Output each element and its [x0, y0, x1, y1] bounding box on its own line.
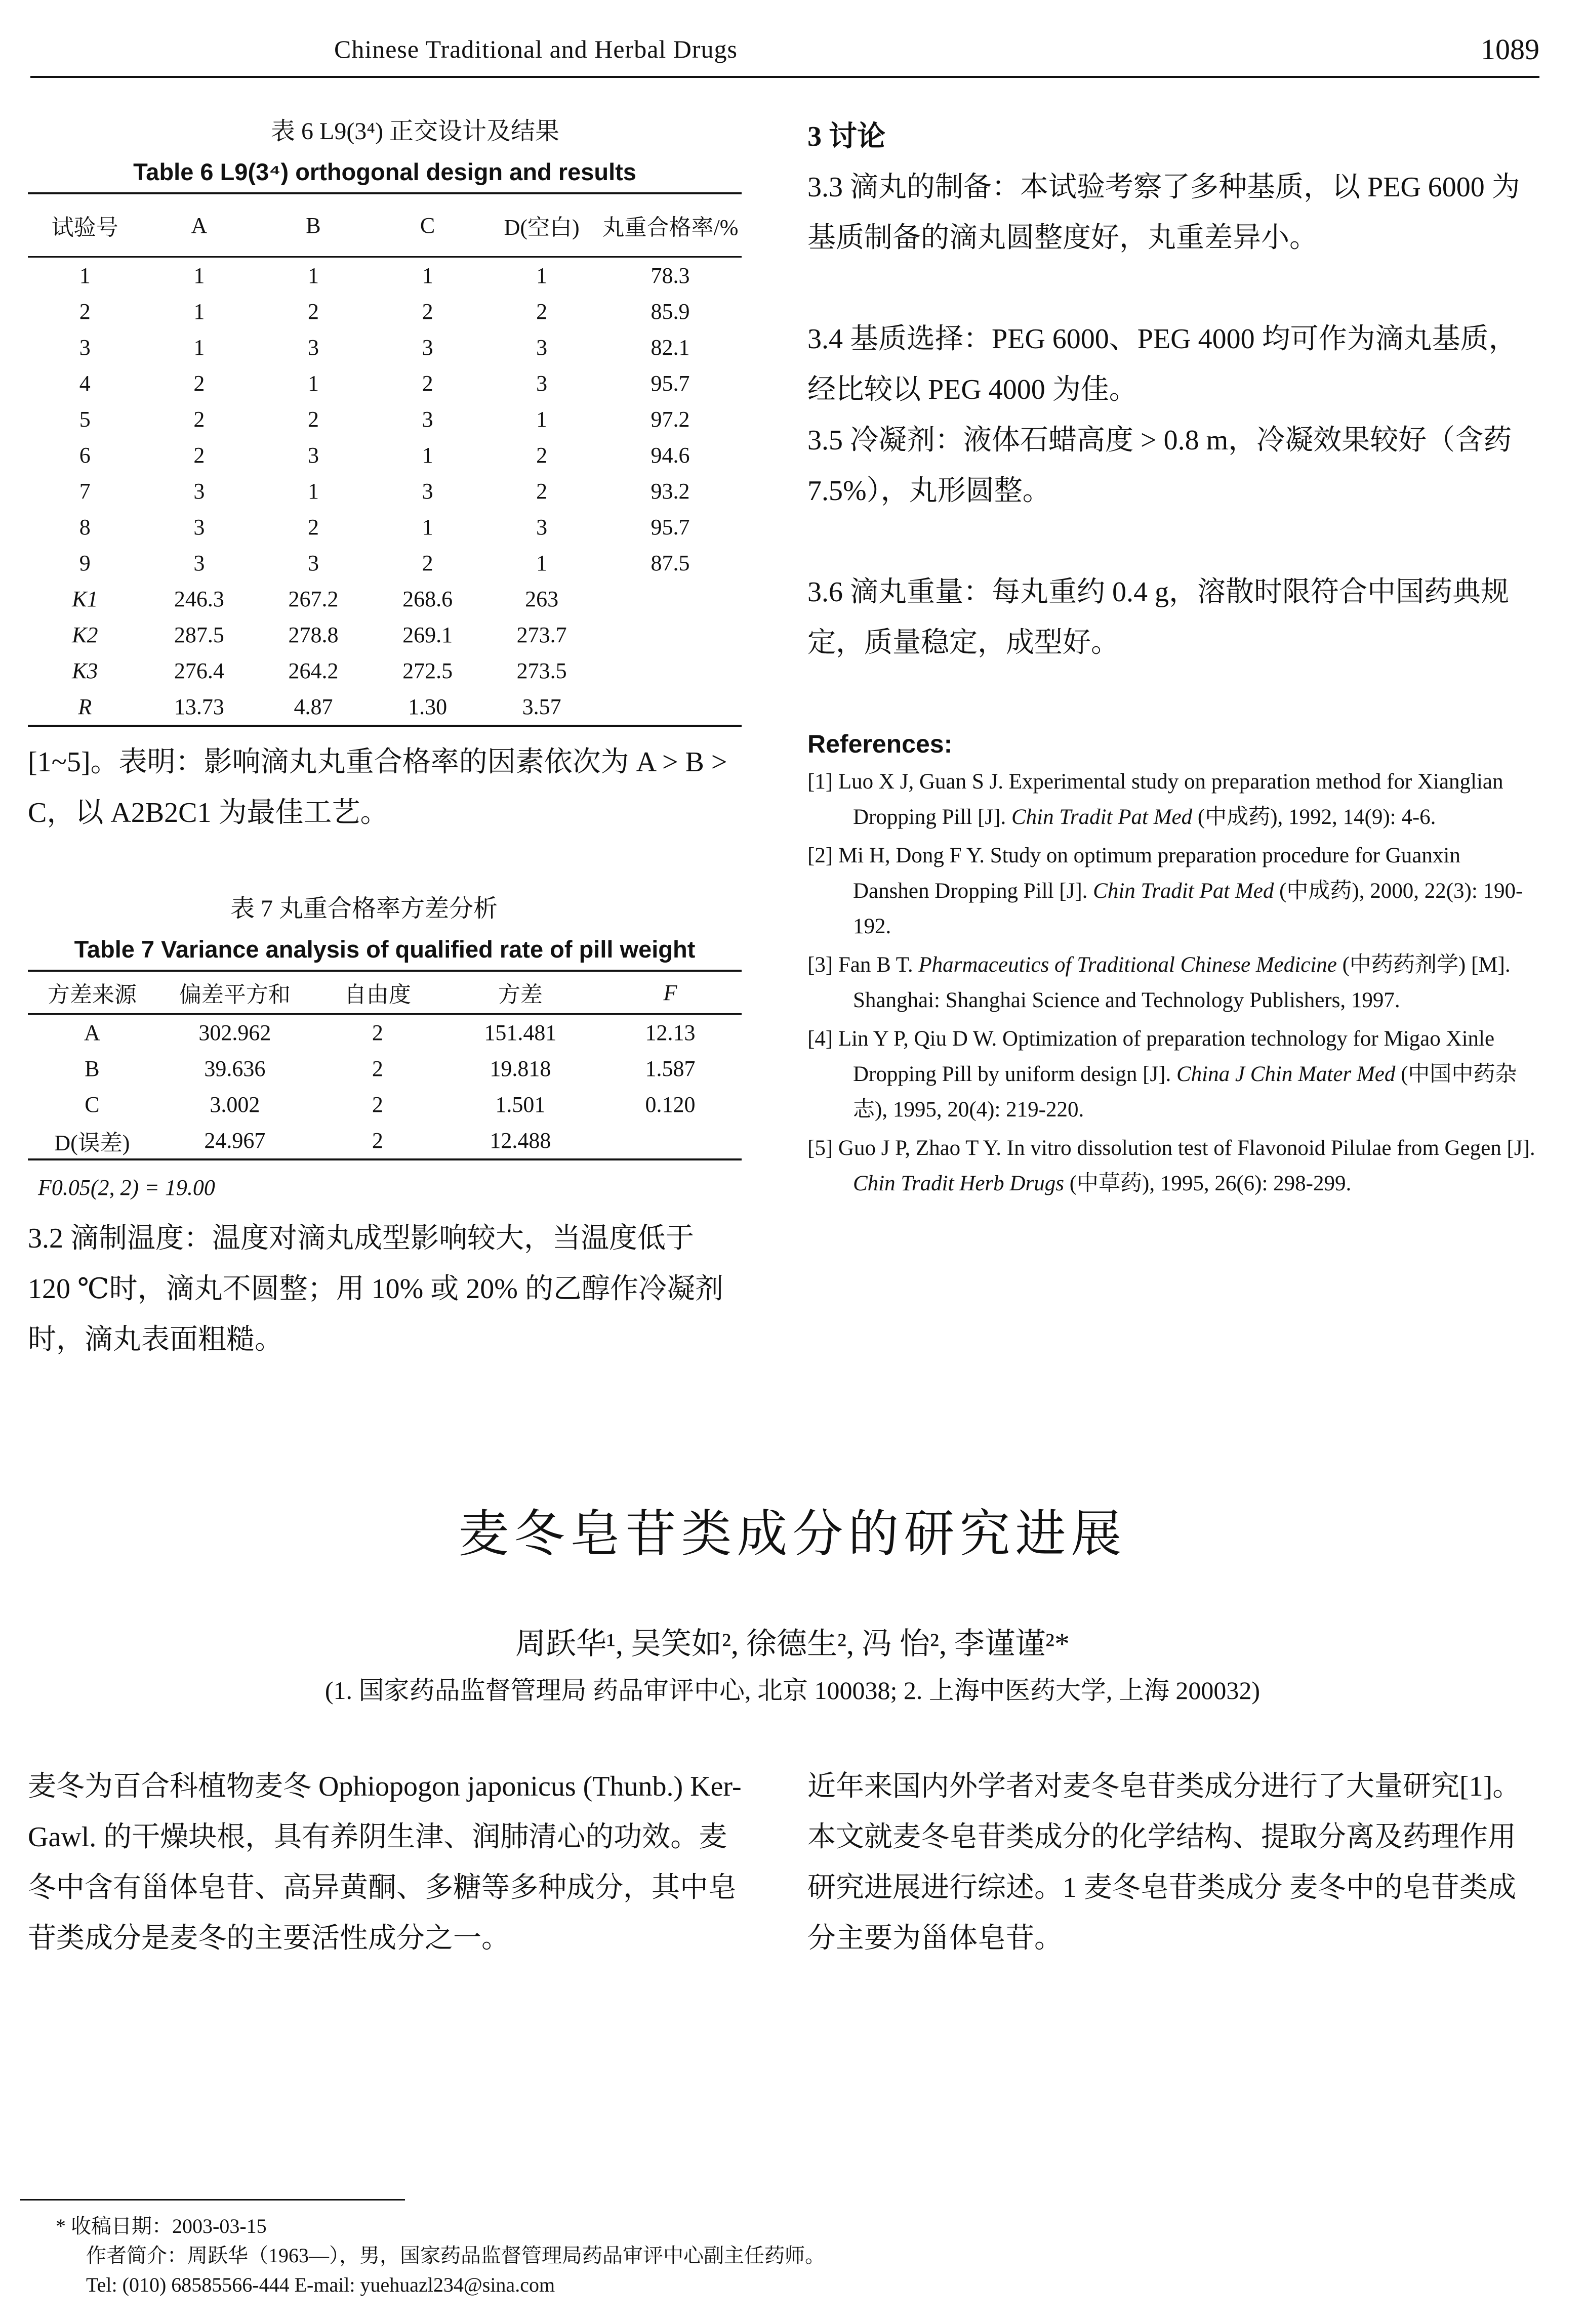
- table-cell: 2: [422, 371, 433, 396]
- reference-journal: Pharmaceutics of Traditional Chinese Medicine: [918, 953, 1337, 977]
- table-cell: 1.501: [495, 1092, 546, 1117]
- table-cell: 1: [193, 299, 205, 324]
- table-cell: D(误差): [54, 1130, 130, 1155]
- table-cell: [599, 653, 742, 689]
- table-cell: 264.2: [288, 658, 339, 683]
- page-number: 1089: [1481, 33, 1539, 66]
- reference-number: [2]: [807, 844, 833, 867]
- paragraph-after-table6: [1~5]。表明：影响滴丸丸重合格率的因素依次为 A > B > C，以 A2B2C1 为最佳工艺。: [28, 746, 727, 828]
- table-cell: 1: [193, 335, 205, 360]
- table-cell: [599, 581, 742, 617]
- table-cell: 9: [79, 551, 91, 575]
- table-cell: 78.3: [651, 263, 690, 288]
- footnote-received: * 收稿日期：2003-03-15: [56, 2215, 267, 2237]
- table-cell: 3: [422, 335, 433, 360]
- table-cell: [599, 1123, 742, 1159]
- table-cell: 1.587: [645, 1056, 696, 1081]
- table-row: [28, 1123, 742, 1159]
- table-cell: 3: [307, 443, 319, 468]
- reference-text: (中药药剂学) [M]. Shanghai: Shanghai Science and Technology Publishers, 1997.: [853, 953, 1511, 1012]
- table-cell: 6: [79, 443, 91, 468]
- table-cell: 1: [307, 263, 319, 288]
- table-cell: 3: [307, 335, 319, 360]
- table-cell: K3: [72, 658, 98, 683]
- discussion-heading: 3 讨论: [807, 121, 885, 152]
- table-cell: [599, 689, 742, 726]
- table6-header-row: [28, 193, 742, 257]
- footnote-rule: [20, 2199, 405, 2201]
- table-cell: 2: [372, 1092, 383, 1117]
- table-cell: A: [84, 1020, 100, 1045]
- article-intro-left: 麦冬为百合科植物麦冬 Ophiopogon japonicus (Thunb.) Ker-Gawl. 的干燥块根，具有养阴生津、润肺清心的功效。麦冬中含有甾体皂苷、高异黄酮、多糖等多种成分，其中皂苷类成分是麦冬的主要活性成分之一。: [28, 1771, 742, 1954]
- table-cell: 273.5: [516, 658, 567, 683]
- table-cell: 263: [525, 587, 559, 611]
- table-cell: 276.4: [174, 658, 224, 683]
- table6: [28, 192, 742, 727]
- table-header-cell: C: [371, 193, 485, 257]
- table7: [28, 970, 742, 1160]
- table-cell: 1: [307, 479, 319, 504]
- table-cell: 12.13: [645, 1020, 696, 1045]
- table-header-cell: F: [599, 971, 742, 1014]
- table7-note: F0.05(2, 2) = 19.00: [38, 1175, 215, 1200]
- table7-caption-en: Table 7 Variance analysis of qualified rate of pill weight: [74, 936, 696, 963]
- left-column: [28, 111, 742, 1370]
- table-cell: 2: [372, 1128, 383, 1153]
- article-affiliation: (1. 国家药品监督管理局 药品审评中心, 北京 100038; 2. 上海中医药大学, 上海 200032): [324, 1676, 1261, 1705]
- table-cell: 95.7: [651, 371, 690, 396]
- table-row: [28, 365, 742, 401]
- table-cell: 273.7: [516, 622, 567, 647]
- reference-number: [4]: [807, 1027, 833, 1051]
- table-header-cell: A: [142, 193, 257, 257]
- table-cell: 13.73: [174, 694, 224, 719]
- reference-journal: Chin Tradit Pat Med: [1011, 805, 1193, 829]
- table-cell: 2: [372, 1056, 383, 1081]
- footnote: [56, 2212, 1549, 2300]
- table-cell: 97.2: [651, 407, 690, 432]
- table-cell: 2: [307, 407, 319, 432]
- section-3-4: 3.4 基质选择：PEG 6000、PEG 4000 均可作为滴丸基质，经比较以 PEG 4000 为佳。: [807, 323, 1517, 405]
- table-cell: 3: [307, 551, 319, 575]
- table-cell: 3: [422, 407, 433, 432]
- table-cell: 95.7: [651, 515, 690, 540]
- footnote-bio: 作者简介：周跃华（1963—），男，国家药品监督管理局药品审评中心副主任药师。: [86, 2244, 825, 2267]
- table-header-cell: B: [256, 193, 371, 257]
- table-cell: [599, 617, 742, 653]
- reference-text: Lin Y P, Qiu D W. Optimization of preparation technology for Migao Xinle Dropping Pill by uniform design [J].: [838, 1027, 1495, 1086]
- table-cell: 3: [422, 479, 433, 504]
- table-cell: 1: [536, 551, 548, 575]
- table-header-cell: D(空白): [484, 193, 599, 257]
- table-cell: 39.636: [204, 1056, 266, 1081]
- table-cell: 3: [193, 479, 205, 504]
- table-cell: 269.1: [402, 622, 453, 647]
- table-row: [28, 545, 742, 581]
- table-cell: B: [85, 1056, 100, 1081]
- table-cell: 2: [307, 515, 319, 540]
- table-cell: 3.57: [522, 694, 561, 719]
- references-heading: References:: [807, 730, 953, 758]
- section-3-6: 3.6 滴丸重量：每丸重约 0.4 g，溶散时限符合中国药典规定，质量稳定，成型好。: [807, 576, 1509, 658]
- reference-item: [807, 1021, 1536, 1128]
- reference-journal: Chin Tradit Herb Drugs: [853, 1172, 1064, 1195]
- reference-number: [5]: [807, 1136, 833, 1160]
- table-cell: 2: [193, 407, 205, 432]
- table-cell: 3: [193, 551, 205, 575]
- table-row: [28, 1087, 742, 1123]
- table-cell: 2: [536, 443, 548, 468]
- table-cell: 287.5: [174, 622, 224, 647]
- right-column: [807, 111, 1536, 1205]
- reference-journal: Chin Tradit Pat Med: [1093, 879, 1274, 903]
- table-header-cell: 自由度: [313, 971, 442, 1014]
- table-cell: 12.488: [490, 1128, 551, 1153]
- table-cell: 3: [193, 515, 205, 540]
- table-row: [28, 257, 742, 294]
- table-row: [28, 437, 742, 473]
- table6-caption-cn: 表 6 L9(3⁴) 正交设计及结果: [271, 118, 560, 145]
- table-row: [28, 294, 742, 329]
- table-cell: 2: [536, 479, 548, 504]
- reference-item: [807, 947, 1536, 1018]
- reference-text: Guo J P, Zhao T Y. In vitro dissolution test of Flavonoid Pilulae from Gegen [J].: [838, 1136, 1535, 1160]
- table-header-cell: 方差来源: [28, 971, 156, 1014]
- reference-number: [1]: [807, 770, 833, 794]
- table-cell: 94.6: [651, 443, 690, 468]
- reference-journal: China J Chin Mater Med: [1176, 1062, 1396, 1086]
- table-cell: 1: [422, 263, 433, 288]
- table-cell: C: [85, 1092, 100, 1117]
- table-cell: 1: [536, 407, 548, 432]
- reference-text: (中国中药杂志), 1995, 20(4): 219-220.: [853, 1062, 1517, 1122]
- table-cell: 87.5: [651, 551, 690, 575]
- table7-caption-cn: 表 7 丸重合格率方差分析: [230, 895, 498, 922]
- table-cell: 1: [193, 263, 205, 288]
- table-cell: 19.818: [490, 1056, 551, 1081]
- table-row: [28, 329, 742, 365]
- table-cell: K1: [72, 587, 98, 611]
- table-row: [28, 617, 742, 653]
- article-intro-right: 近年来国内外学者对麦冬皂苷类成分进行了大量研究[1]。本文就麦冬皂苷类成分的化学结构、提取分离及药理作用研究进展进行综述。1 麦冬皂苷类成分 麦冬中的皂苷类成分主要为甾体皂苷。: [807, 1771, 1521, 1954]
- table-cell: 93.2: [651, 479, 690, 504]
- section-3-2: 3.2 滴制温度：温度对滴丸成型影响较大，当温度低于 120 ℃时，滴丸不圆整；用 10% 或 20% 的乙醇作冷凝剂时，滴丸表面粗糙。: [28, 1223, 723, 1355]
- table-cell: 3.002: [210, 1092, 260, 1117]
- reference-text: (中成药), 2000, 22(3): 190-192.: [853, 879, 1523, 938]
- reference-list: [807, 764, 1536, 1201]
- reference-item: [807, 764, 1536, 835]
- table-header-cell: 方差: [442, 971, 599, 1014]
- table-row: [28, 473, 742, 509]
- table-cell: 2: [422, 551, 433, 575]
- journal-name: Chinese Traditional and Herbal Drugs: [334, 35, 738, 63]
- table-cell: 272.5: [402, 658, 453, 683]
- reference-text: Mi H, Dong F Y. Study on optimum preparation procedure for Guanxin Danshen Dropping Pill [J].: [838, 844, 1460, 903]
- reference-text: Luo X J, Guan S J. Experimental study on preparation method for Xianglian Dropping Pill [J].: [838, 770, 1503, 829]
- table-row: [28, 581, 742, 617]
- reference-text: (中成药), 1992, 14(9): 4-6.: [1192, 805, 1436, 829]
- article-title: 麦冬皂苷类成分的研究进展: [458, 1506, 1127, 1562]
- table-row: [28, 509, 742, 545]
- article-authors: 周跃华¹, 吴笑如², 徐德生², 冯 怡², 李谨谨²*: [515, 1627, 1070, 1661]
- table-row: [28, 689, 742, 726]
- table-cell: 1: [536, 263, 548, 288]
- table-cell: 246.3: [174, 587, 224, 611]
- table-cell: 2: [422, 299, 433, 324]
- table-cell: 1.30: [408, 694, 448, 719]
- table-cell: 2: [193, 443, 205, 468]
- table-cell: 1: [307, 371, 319, 396]
- table-cell: 268.6: [402, 587, 453, 611]
- table-cell: 8: [79, 515, 91, 540]
- table-cell: 85.9: [651, 299, 690, 324]
- table6-caption-en: Table 6 L9(3⁴) orthogonal design and results: [133, 158, 636, 185]
- table-cell: 1: [422, 443, 433, 468]
- table-cell: 4.87: [294, 694, 333, 719]
- table-cell: 2: [79, 299, 91, 324]
- table-cell: 3: [536, 335, 548, 360]
- table-cell: 2: [372, 1020, 383, 1045]
- footnote-contact: Tel: (010) 68585566-444 E-mail: yuehuazl234@sina.com: [86, 2273, 555, 2296]
- table-cell: 24.967: [204, 1128, 266, 1153]
- reference-item: [807, 838, 1536, 944]
- table-cell: 302.962: [198, 1020, 271, 1045]
- table-header-cell: 试验号: [28, 193, 142, 257]
- table-cell: 278.8: [288, 622, 339, 647]
- table-cell: 0.120: [645, 1092, 696, 1117]
- table-cell: 3: [536, 371, 548, 396]
- running-header: [30, 30, 1539, 78]
- table-cell: 3: [536, 515, 548, 540]
- table-cell: 2: [536, 299, 548, 324]
- table-cell: 151.481: [484, 1020, 557, 1045]
- table-cell: R: [78, 694, 92, 719]
- table-cell: 4: [79, 371, 91, 396]
- section-3-5: 3.5 冷凝剂：液体石蜡高度 > 0.8 m，冷凝效果较好（含药 7.5%），丸形圆整。: [807, 425, 1512, 507]
- table-row: [28, 401, 742, 437]
- table-cell: K2: [72, 622, 98, 647]
- table7-header-row: [28, 971, 742, 1014]
- table-cell: 7: [79, 479, 91, 504]
- section-3-3: 3.3 滴丸的制备：本试验考察了多种基质，以 PEG 6000 为基质制备的滴丸圆整度好，丸重差异小。: [807, 172, 1520, 254]
- table-row: [28, 1051, 742, 1087]
- reference-item: [807, 1131, 1536, 1201]
- table-cell: 1: [79, 263, 91, 288]
- table-header-cell: 丸重合格率/%: [599, 193, 742, 257]
- table-cell: 2: [193, 371, 205, 396]
- reference-text: Fan B T.: [838, 953, 919, 977]
- table-cell: 267.2: [288, 587, 339, 611]
- table-cell: 5: [79, 407, 91, 432]
- table-cell: 82.1: [651, 335, 690, 360]
- table-row: [28, 653, 742, 689]
- reference-number: [3]: [807, 953, 833, 977]
- table-cell: 3: [79, 335, 91, 360]
- table-header-cell: 偏差平方和: [156, 971, 313, 1014]
- table-cell: 2: [307, 299, 319, 324]
- table-cell: 1: [422, 515, 433, 540]
- reference-text: (中草药), 1995, 26(6): 298-299.: [1064, 1172, 1352, 1195]
- table-row: [28, 1014, 742, 1051]
